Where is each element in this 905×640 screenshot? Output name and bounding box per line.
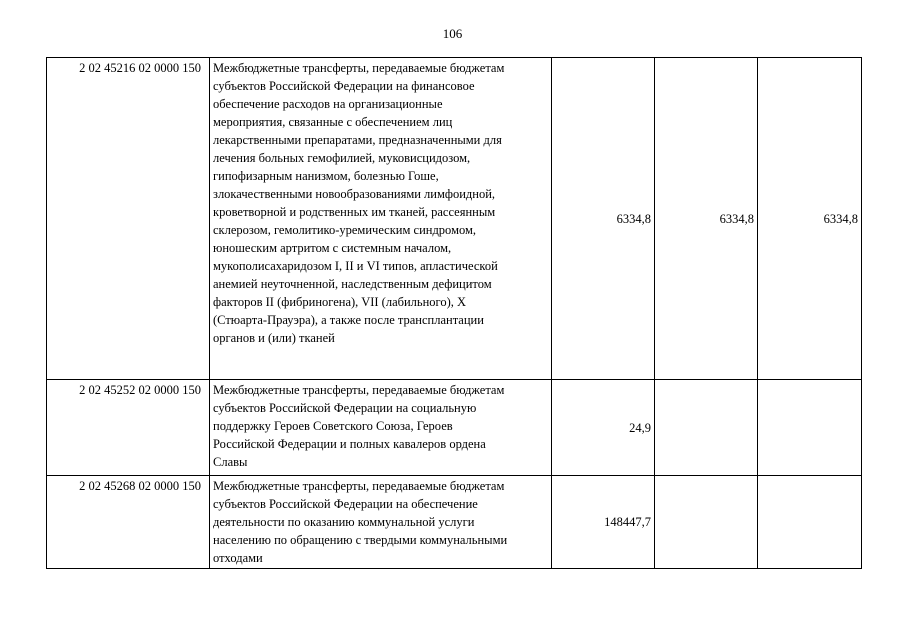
description-line: органов и (или) тканей bbox=[213, 331, 335, 345]
value-cell: 24,9 bbox=[552, 380, 655, 476]
table-row bbox=[47, 476, 862, 569]
description-line: кроветворной и родственных им тканей, рассеянным bbox=[213, 205, 496, 219]
value-cell: 148447,7 bbox=[552, 476, 655, 569]
value-cell bbox=[758, 380, 862, 476]
description-line: Межбюджетные трансферты, передаваемые бюджетам bbox=[213, 383, 505, 397]
budget-code: 2 02 45216 02 0000 150 bbox=[47, 58, 210, 380]
description-line: анемией неуточненной, наследственным дефицитом bbox=[213, 277, 492, 291]
budget-table bbox=[46, 57, 862, 569]
description-line: (Стюарта-Прауэра), а также после трансплантации bbox=[213, 313, 484, 327]
description-line: мероприятия, связанные с обеспечением лиц bbox=[213, 115, 453, 129]
description-line: Российской Федерации и полных кавалеров ордена bbox=[213, 437, 486, 451]
description-cell bbox=[210, 380, 552, 476]
description-line: Славы bbox=[213, 455, 248, 469]
description-line: обеспечение расходов на организационные bbox=[213, 97, 443, 111]
description-line: гипофизарным нанизмом, болезнью Гоше, bbox=[213, 169, 439, 183]
description-cell bbox=[210, 58, 552, 380]
page-number: 106 bbox=[442, 26, 463, 41]
description-line: деятельности по оказанию коммунальной услуги bbox=[213, 515, 475, 529]
description-line: Межбюджетные трансферты, передаваемые бюджетам bbox=[213, 61, 505, 75]
value-cell: 6334,8 bbox=[655, 58, 758, 380]
budget-code: 2 02 45268 02 0000 150 bbox=[47, 476, 210, 569]
description-line: субъектов Российской Федерации на социальную bbox=[213, 401, 477, 415]
description-line: отходами bbox=[213, 551, 263, 565]
description-line: субъектов Российской Федерации на обеспечение bbox=[213, 497, 478, 511]
value-cell: 6334,8 bbox=[758, 58, 862, 380]
description-line: населению по обращению с твердыми коммунальными bbox=[213, 533, 508, 547]
table-row bbox=[47, 380, 862, 476]
description-line: мукополисахаридозом I, II и VI типов, апластической bbox=[213, 259, 498, 273]
description-line: лечения больных гемофилией, муковисцидозом, bbox=[213, 151, 471, 165]
description-line: склерозом, гемолитико-уремическим синдромом, bbox=[213, 223, 477, 237]
description-cell bbox=[210, 476, 552, 569]
description-line: юношеским артритом с системным началом, bbox=[213, 241, 452, 255]
value-cell bbox=[655, 380, 758, 476]
value-cell: 6334,8 bbox=[552, 58, 655, 380]
description-line: субъектов Российской Федерации на финансовое bbox=[213, 79, 475, 93]
value-cell bbox=[655, 476, 758, 569]
description-line: факторов II (фибриногена), VII (лабильного), X bbox=[213, 295, 467, 309]
description-line: поддержку Героев Советского Союза, Героев bbox=[213, 419, 453, 433]
description-line: Межбюджетные трансферты, передаваемые бюджетам bbox=[213, 479, 505, 493]
budget-code: 2 02 45252 02 0000 150 bbox=[47, 380, 210, 476]
table-row bbox=[47, 58, 862, 380]
description-line: злокачественными новообразованиями лимфоидной, bbox=[213, 187, 496, 201]
description-line: лекарственными препаратами, предназначенными для bbox=[213, 133, 502, 147]
value-cell bbox=[758, 476, 862, 569]
